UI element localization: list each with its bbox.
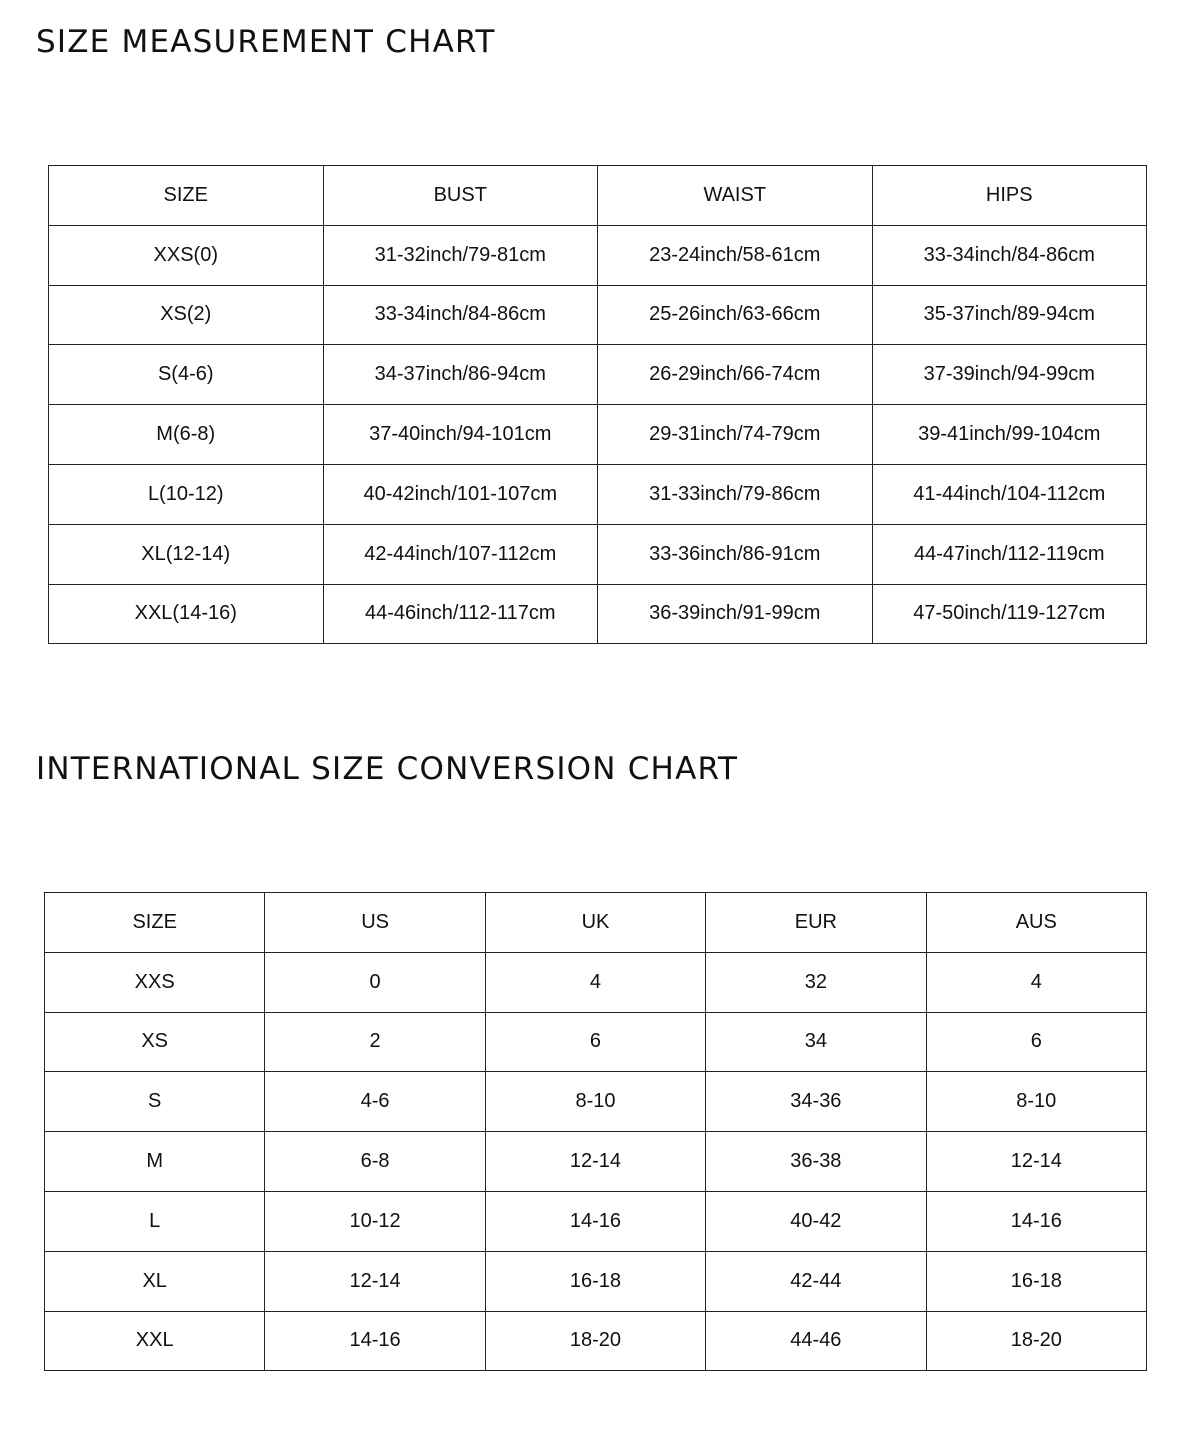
table-cell: 4	[926, 952, 1146, 1012]
table-cell: 32	[706, 952, 926, 1012]
table-row	[49, 464, 1147, 524]
column-header: WAIST	[598, 166, 873, 226]
table-cell: 8-10	[926, 1072, 1146, 1132]
measurement-chart-title: SIZE MEASUREMENT CHART	[36, 24, 496, 60]
table-cell: 35-37inch/89-94cm	[872, 285, 1147, 345]
table-cell: 14-16	[485, 1191, 705, 1251]
table-cell: 12-14	[265, 1251, 485, 1311]
table-cell: XL(12-14)	[49, 524, 324, 584]
table-cell: 31-33inch/79-86cm	[598, 464, 873, 524]
table-cell: 34	[706, 1012, 926, 1072]
table-cell: XXS	[45, 952, 265, 1012]
table-cell: 18-20	[926, 1311, 1146, 1371]
column-header: SIZE	[45, 893, 265, 953]
table-cell: 25-26inch/63-66cm	[598, 285, 873, 345]
table-cell: 12-14	[485, 1132, 705, 1192]
table-cell: 33-36inch/86-91cm	[598, 524, 873, 584]
size-conversion-table	[44, 892, 1147, 1371]
table-cell: XXL	[45, 1311, 265, 1371]
table-cell: 44-46	[706, 1311, 926, 1371]
table-cell: XXL(14-16)	[49, 584, 324, 644]
table-cell: XS(2)	[49, 285, 324, 345]
table-cell: L	[45, 1191, 265, 1251]
table-cell: 26-29inch/66-74cm	[598, 345, 873, 405]
size-measurement-table	[48, 165, 1147, 644]
table-row	[49, 285, 1147, 345]
table-cell: 18-20	[485, 1311, 705, 1371]
column-header: US	[265, 893, 485, 953]
table-cell: 34-37inch/86-94cm	[323, 345, 598, 405]
table-cell: 33-34inch/84-86cm	[323, 285, 598, 345]
table-cell: 42-44inch/107-112cm	[323, 524, 598, 584]
table-row	[49, 584, 1147, 644]
column-header: AUS	[926, 893, 1146, 953]
table-cell: 36-38	[706, 1132, 926, 1192]
column-header: SIZE	[49, 166, 324, 226]
table-row	[45, 1012, 1147, 1072]
table-cell: 4	[485, 952, 705, 1012]
column-header: UK	[485, 893, 705, 953]
table-cell: L(10-12)	[49, 464, 324, 524]
table-cell: 14-16	[926, 1191, 1146, 1251]
header-row	[45, 893, 1147, 953]
table-cell: XL	[45, 1251, 265, 1311]
table-cell: 4-6	[265, 1072, 485, 1132]
table-cell: 37-39inch/94-99cm	[872, 345, 1147, 405]
table-row	[49, 524, 1147, 584]
table-row	[45, 1251, 1147, 1311]
table-row	[49, 345, 1147, 405]
conversion-chart-title: INTERNATIONAL SIZE CONVERSION CHART	[36, 751, 739, 787]
table-cell: 6	[485, 1012, 705, 1072]
table-cell: 37-40inch/94-101cm	[323, 405, 598, 465]
table-cell: 31-32inch/79-81cm	[323, 225, 598, 285]
table-cell: 0	[265, 952, 485, 1012]
table-row	[45, 952, 1147, 1012]
table-cell: 6-8	[265, 1132, 485, 1192]
table-cell: 34-36	[706, 1072, 926, 1132]
table-cell: 39-41inch/99-104cm	[872, 405, 1147, 465]
table-cell: XS	[45, 1012, 265, 1072]
table-cell: 44-46inch/112-117cm	[323, 584, 598, 644]
table-row	[45, 1072, 1147, 1132]
table-cell: S(4-6)	[49, 345, 324, 405]
column-header: EUR	[706, 893, 926, 953]
header-row	[49, 166, 1147, 226]
table-cell: 47-50inch/119-127cm	[872, 584, 1147, 644]
table-cell: 2	[265, 1012, 485, 1072]
table-cell: 40-42inch/101-107cm	[323, 464, 598, 524]
table-row	[45, 1191, 1147, 1251]
table-cell: 10-12	[265, 1191, 485, 1251]
table-cell: 42-44	[706, 1251, 926, 1311]
table-cell: 16-18	[926, 1251, 1146, 1311]
column-header: BUST	[323, 166, 598, 226]
column-header: HIPS	[872, 166, 1147, 226]
table-cell: 29-31inch/74-79cm	[598, 405, 873, 465]
table-cell: 41-44inch/104-112cm	[872, 464, 1147, 524]
table-row	[45, 1132, 1147, 1192]
table-cell: M(6-8)	[49, 405, 324, 465]
table-cell: 8-10	[485, 1072, 705, 1132]
table-cell: S	[45, 1072, 265, 1132]
table-row	[45, 1311, 1147, 1371]
table-cell: 14-16	[265, 1311, 485, 1371]
table-cell: 16-18	[485, 1251, 705, 1311]
table-cell: 36-39inch/91-99cm	[598, 584, 873, 644]
table-cell: 12-14	[926, 1132, 1146, 1192]
table-cell: 33-34inch/84-86cm	[872, 225, 1147, 285]
table-cell: M	[45, 1132, 265, 1192]
table-cell: XXS(0)	[49, 225, 324, 285]
table-cell: 44-47inch/112-119cm	[872, 524, 1147, 584]
table-cell: 23-24inch/58-61cm	[598, 225, 873, 285]
table-row	[49, 225, 1147, 285]
table-cell: 40-42	[706, 1191, 926, 1251]
table-cell: 6	[926, 1012, 1146, 1072]
table-row	[49, 405, 1147, 465]
